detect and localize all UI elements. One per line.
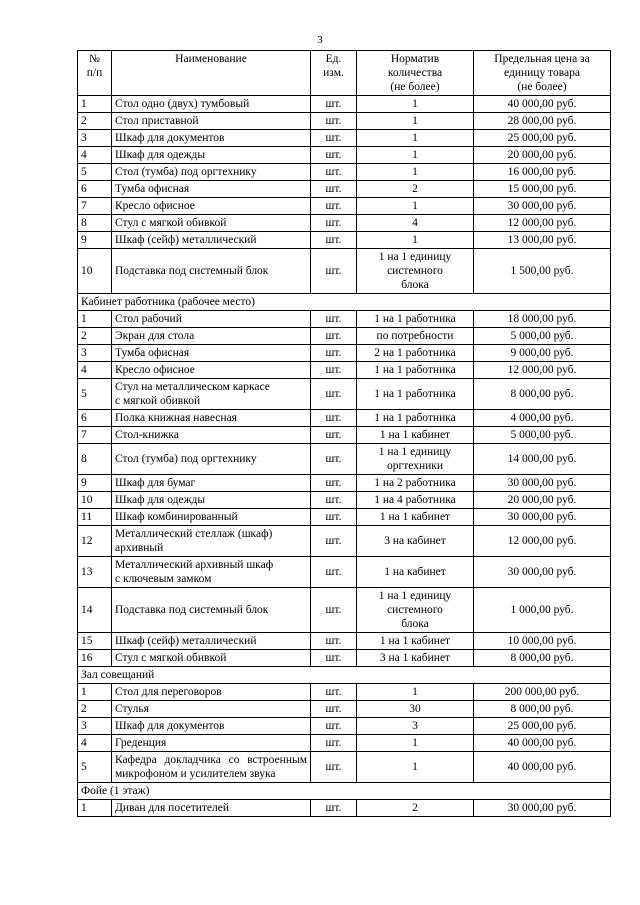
item-name: Металлический стеллаж (шкаф) архивный bbox=[112, 526, 311, 557]
item-unit: шт. bbox=[311, 492, 357, 509]
item-unit: шт. bbox=[311, 181, 357, 198]
item-name: Подставка под системный блок bbox=[112, 249, 311, 294]
item-price: 20 000,00 руб. bbox=[474, 492, 611, 509]
table-row bbox=[78, 130, 611, 147]
item-unit: шт. bbox=[311, 509, 357, 526]
item-price: 1 000,00 руб. bbox=[474, 588, 611, 633]
item-quantity: 3 на 1 кабинет bbox=[357, 650, 474, 667]
table-row bbox=[78, 800, 611, 817]
item-price: 5 000,00 руб. bbox=[474, 328, 611, 345]
row-number: 7 bbox=[78, 198, 112, 215]
item-name: Шкаф для одежды bbox=[112, 147, 311, 164]
item-unit: шт. bbox=[311, 311, 357, 328]
item-price: 14 000,00 руб. bbox=[474, 444, 611, 475]
item-price: 1 500,00 руб. bbox=[474, 249, 611, 294]
item-name: Тумба офисная bbox=[112, 345, 311, 362]
item-quantity: 3 bbox=[357, 718, 474, 735]
row-number: 8 bbox=[78, 444, 112, 475]
item-price: 200 000,00 руб. bbox=[474, 684, 611, 701]
section-row bbox=[78, 294, 611, 311]
item-quantity: 1 bbox=[357, 164, 474, 181]
row-number: 4 bbox=[78, 362, 112, 379]
item-unit: шт. bbox=[311, 130, 357, 147]
item-quantity: 2 на 1 работника bbox=[357, 345, 474, 362]
item-price: 25 000,00 руб. bbox=[474, 130, 611, 147]
table-row bbox=[78, 311, 611, 328]
item-name: Кресло офисное bbox=[112, 198, 311, 215]
table-row bbox=[78, 735, 611, 752]
item-price: 12 000,00 руб. bbox=[474, 362, 611, 379]
item-price: 10 000,00 руб. bbox=[474, 633, 611, 650]
row-number: 1 bbox=[78, 800, 112, 817]
item-unit: шт. bbox=[311, 557, 357, 588]
item-price: 15 000,00 руб. bbox=[474, 181, 611, 198]
item-unit: шт. bbox=[311, 800, 357, 817]
item-quantity: 1 bbox=[357, 684, 474, 701]
item-name: Стол-книжка bbox=[112, 427, 311, 444]
table-row bbox=[78, 249, 611, 294]
table-row bbox=[78, 215, 611, 232]
item-name: Стол (тумба) под оргтехнику bbox=[112, 164, 311, 181]
row-number: 1 bbox=[78, 96, 112, 113]
item-name: Полка книжная навесная bbox=[112, 410, 311, 427]
item-quantity: 1 bbox=[357, 232, 474, 249]
item-price: 28 000,00 руб. bbox=[474, 113, 611, 130]
item-name: Стол (тумба) под оргтехнику bbox=[112, 444, 311, 475]
item-unit: шт. bbox=[311, 718, 357, 735]
item-unit: шт. bbox=[311, 147, 357, 164]
row-number: 3 bbox=[78, 130, 112, 147]
item-quantity: 1 на 1 кабинет bbox=[357, 427, 474, 444]
item-price: 8 000,00 руб. bbox=[474, 650, 611, 667]
item-quantity: 1 bbox=[357, 113, 474, 130]
header-qty: Норматив количества (не более) bbox=[357, 51, 474, 96]
row-number: 2 bbox=[78, 701, 112, 718]
item-quantity: 1 на кабинет bbox=[357, 557, 474, 588]
item-unit: шт. bbox=[311, 113, 357, 130]
item-name: Тумба офисная bbox=[112, 181, 311, 198]
row-number: 4 bbox=[78, 147, 112, 164]
item-name: Стулья bbox=[112, 701, 311, 718]
item-quantity: 3 на кабинет bbox=[357, 526, 474, 557]
item-name: Стол одно (двух) тумбовый bbox=[112, 96, 311, 113]
item-unit: шт. bbox=[311, 475, 357, 492]
page-number: 3 bbox=[317, 34, 323, 46]
item-quantity: 1 на 1 работника bbox=[357, 362, 474, 379]
table-row bbox=[78, 650, 611, 667]
row-number: 12 bbox=[78, 526, 112, 557]
header-name: Наименование bbox=[112, 51, 311, 96]
furniture-norms-table bbox=[77, 50, 611, 817]
header-row bbox=[78, 51, 611, 96]
table-row bbox=[78, 113, 611, 130]
item-unit: шт. bbox=[311, 362, 357, 379]
item-quantity: 1 на 1 работника bbox=[357, 410, 474, 427]
item-quantity: по потребности bbox=[357, 328, 474, 345]
item-quantity: 1 bbox=[357, 735, 474, 752]
item-name: Стул на металлическом каркасе с мягкой обивкой bbox=[112, 379, 311, 410]
item-name: Стол для переговоров bbox=[112, 684, 311, 701]
table-header bbox=[78, 51, 611, 96]
item-unit: шт. bbox=[311, 633, 357, 650]
item-name: Шкаф (сейф) металлический bbox=[112, 232, 311, 249]
table-row bbox=[78, 379, 611, 410]
item-quantity: 1 на 1 работника bbox=[357, 311, 474, 328]
item-unit: шт. bbox=[311, 735, 357, 752]
item-quantity: 30 bbox=[357, 701, 474, 718]
item-unit: шт. bbox=[311, 232, 357, 249]
item-quantity: 1 на 1 единицу системного блока bbox=[357, 588, 474, 633]
item-name: Стул с мягкой обивкой bbox=[112, 215, 311, 232]
item-name: Стол приставной bbox=[112, 113, 311, 130]
item-quantity: 4 bbox=[357, 215, 474, 232]
item-name: Греденция bbox=[112, 735, 311, 752]
row-number: 6 bbox=[78, 181, 112, 198]
item-price: 8 000,00 руб. bbox=[474, 379, 611, 410]
table-row bbox=[78, 164, 611, 181]
item-quantity: 2 bbox=[357, 181, 474, 198]
item-unit: шт. bbox=[311, 410, 357, 427]
row-number: 3 bbox=[78, 718, 112, 735]
table-row bbox=[78, 475, 611, 492]
item-quantity: 1 на 1 работника bbox=[357, 379, 474, 410]
item-price: 5 000,00 руб. bbox=[474, 427, 611, 444]
item-quantity: 1 bbox=[357, 198, 474, 215]
item-unit: шт. bbox=[311, 345, 357, 362]
row-number: 13 bbox=[78, 557, 112, 588]
item-unit: шт. bbox=[311, 701, 357, 718]
row-number: 6 bbox=[78, 410, 112, 427]
item-price: 30 000,00 руб. bbox=[474, 557, 611, 588]
table-row bbox=[78, 557, 611, 588]
item-unit: шт. bbox=[311, 650, 357, 667]
item-quantity: 1 bbox=[357, 752, 474, 783]
header-price: Предельная цена за единицу товара (не более) bbox=[474, 51, 611, 96]
section-row bbox=[78, 667, 611, 684]
table-row bbox=[78, 526, 611, 557]
section-title: Кабинет работника (рабочее место) bbox=[78, 294, 611, 311]
table-body bbox=[78, 96, 611, 817]
row-number: 2 bbox=[78, 328, 112, 345]
item-unit: шт. bbox=[311, 444, 357, 475]
row-number: 14 bbox=[78, 588, 112, 633]
item-name: Шкаф для документов bbox=[112, 718, 311, 735]
item-price: 20 000,00 руб. bbox=[474, 147, 611, 164]
item-unit: шт. bbox=[311, 215, 357, 232]
item-name: Шкаф для документов bbox=[112, 130, 311, 147]
item-name: Кафедра докладчика со встроенным микрофоном и усилителем звука bbox=[112, 752, 311, 783]
row-number: 7 bbox=[78, 427, 112, 444]
item-unit: шт. bbox=[311, 427, 357, 444]
table-row bbox=[78, 752, 611, 783]
row-number: 3 bbox=[78, 345, 112, 362]
row-number: 1 bbox=[78, 311, 112, 328]
table-row bbox=[78, 328, 611, 345]
item-unit: шт. bbox=[311, 588, 357, 633]
item-unit: шт. bbox=[311, 684, 357, 701]
item-price: 40 000,00 руб. bbox=[474, 96, 611, 113]
item-quantity: 1 на 1 единицу оргтехники bbox=[357, 444, 474, 475]
item-price: 9 000,00 руб. bbox=[474, 345, 611, 362]
item-unit: шт. bbox=[311, 96, 357, 113]
table-row bbox=[78, 444, 611, 475]
table-row bbox=[78, 147, 611, 164]
item-price: 12 000,00 руб. bbox=[474, 215, 611, 232]
item-price: 25 000,00 руб. bbox=[474, 718, 611, 735]
item-unit: шт. bbox=[311, 164, 357, 181]
row-number: 5 bbox=[78, 379, 112, 410]
table-row bbox=[78, 684, 611, 701]
item-price: 8 000,00 руб. bbox=[474, 701, 611, 718]
section-row bbox=[78, 783, 611, 800]
row-number: 10 bbox=[78, 249, 112, 294]
item-name: Кресло офисное bbox=[112, 362, 311, 379]
table-row bbox=[78, 701, 611, 718]
row-number: 15 bbox=[78, 633, 112, 650]
header-no: № п/п bbox=[78, 51, 112, 96]
section-title: Фойе (1 этаж) bbox=[78, 783, 611, 800]
row-number: 8 bbox=[78, 215, 112, 232]
item-price: 30 000,00 руб. bbox=[474, 198, 611, 215]
table-row bbox=[78, 345, 611, 362]
header-unit: Ед. изм. bbox=[311, 51, 357, 96]
item-quantity: 1 на 1 кабинет bbox=[357, 509, 474, 526]
row-number: 9 bbox=[78, 232, 112, 249]
item-quantity: 2 bbox=[357, 800, 474, 817]
item-price: 12 000,00 руб. bbox=[474, 526, 611, 557]
row-number: 10 bbox=[78, 492, 112, 509]
item-name: Шкаф (сейф) металлический bbox=[112, 633, 311, 650]
table-row bbox=[78, 181, 611, 198]
item-quantity: 1 на 1 кабинет bbox=[357, 633, 474, 650]
item-price: 16 000,00 руб. bbox=[474, 164, 611, 181]
item-name: Шкаф комбинированный bbox=[112, 509, 311, 526]
item-unit: шт. bbox=[311, 328, 357, 345]
table-row bbox=[78, 232, 611, 249]
row-number: 11 bbox=[78, 509, 112, 526]
item-unit: шт. bbox=[311, 379, 357, 410]
table-row bbox=[78, 509, 611, 526]
item-price: 40 000,00 руб. bbox=[474, 735, 611, 752]
item-unit: шт. bbox=[311, 249, 357, 294]
row-number: 9 bbox=[78, 475, 112, 492]
item-price: 30 000,00 руб. bbox=[474, 509, 611, 526]
table-row bbox=[78, 718, 611, 735]
item-name: Металлический архивный шкаф с ключевым замком bbox=[112, 557, 311, 588]
item-quantity: 1 bbox=[357, 147, 474, 164]
item-unit: шт. bbox=[311, 752, 357, 783]
table-row bbox=[78, 588, 611, 633]
item-price: 18 000,00 руб. bbox=[474, 311, 611, 328]
item-name: Шкаф для одежды bbox=[112, 492, 311, 509]
table-row bbox=[78, 198, 611, 215]
item-quantity: 1 на 1 единицу системного блока bbox=[357, 249, 474, 294]
item-quantity: 1 bbox=[357, 130, 474, 147]
item-quantity: 1 bbox=[357, 96, 474, 113]
row-number: 5 bbox=[78, 164, 112, 181]
item-quantity: 1 на 4 работника bbox=[357, 492, 474, 509]
item-name: Экран для стола bbox=[112, 328, 311, 345]
row-number: 4 bbox=[78, 735, 112, 752]
section-title: Зал совещаний bbox=[78, 667, 611, 684]
item-price: 4 000,00 руб. bbox=[474, 410, 611, 427]
item-quantity: 1 на 2 работника bbox=[357, 475, 474, 492]
item-name: Диван для посетителей bbox=[112, 800, 311, 817]
row-number: 1 bbox=[78, 684, 112, 701]
item-price: 13 000,00 руб. bbox=[474, 232, 611, 249]
row-number: 16 bbox=[78, 650, 112, 667]
row-number: 2 bbox=[78, 113, 112, 130]
item-price: 40 000,00 руб. bbox=[474, 752, 611, 783]
item-unit: шт. bbox=[311, 198, 357, 215]
table-row bbox=[78, 492, 611, 509]
table-row bbox=[78, 427, 611, 444]
table-row bbox=[78, 633, 611, 650]
item-name: Стол рабочий bbox=[112, 311, 311, 328]
row-number: 5 bbox=[78, 752, 112, 783]
item-unit: шт. bbox=[311, 526, 357, 557]
item-name: Подставка под системный блок bbox=[112, 588, 311, 633]
item-name: Стул с мягкой обивкой bbox=[112, 650, 311, 667]
item-price: 30 000,00 руб. bbox=[474, 475, 611, 492]
table-row bbox=[78, 96, 611, 113]
item-price: 30 000,00 руб. bbox=[474, 800, 611, 817]
table-row bbox=[78, 410, 611, 427]
item-name: Шкаф для бумаг bbox=[112, 475, 311, 492]
table-row bbox=[78, 362, 611, 379]
